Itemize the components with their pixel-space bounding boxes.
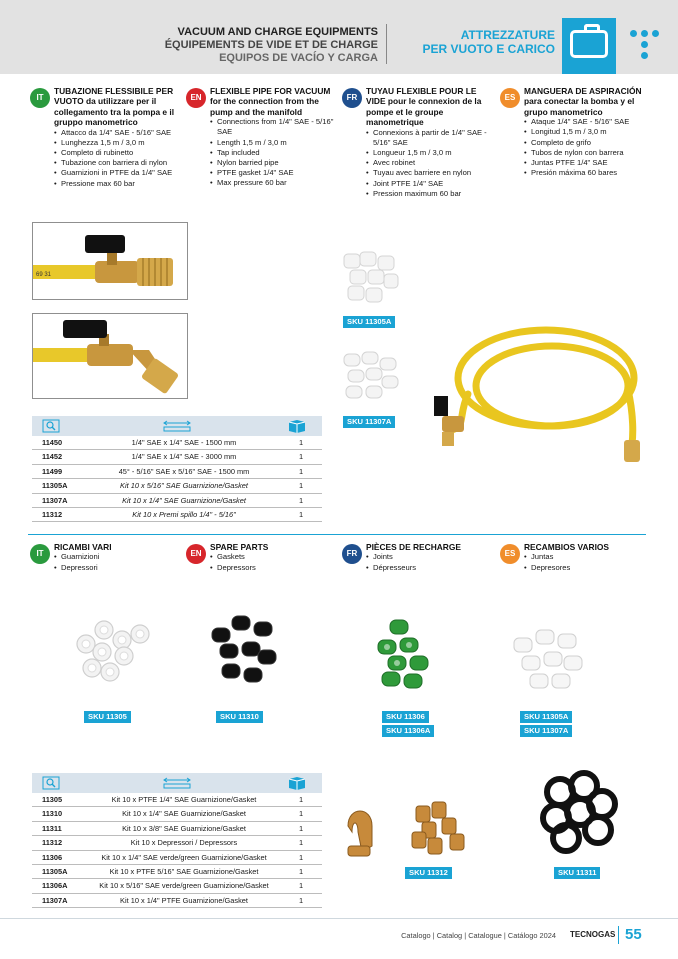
brand-dots-icon (630, 30, 660, 64)
photo-gaskets-11310 (206, 612, 280, 690)
list-item: • Completo di rubinetto (54, 148, 178, 158)
cell-qty: 1 (298, 838, 304, 848)
photo-gaskets-11305a (340, 250, 402, 306)
page-number: 55 (625, 926, 642, 943)
product-table-2 (32, 773, 322, 908)
list-item: • Dépresseurs (366, 563, 496, 573)
sku-label: SKU 11312 (405, 867, 452, 879)
cell-qty: 1 (298, 481, 304, 491)
cell-desc: 1/4" SAE x 1/4" SAE - 3000 mm (131, 452, 237, 462)
cell-desc: 45° - 5/16" SAE x 5/16" SAE - 1500 mm (118, 466, 250, 476)
product-table-1 (32, 416, 322, 522)
header-title-fr: ÉQUIPEMENTS DE VIDE ET DE CHARGE (164, 39, 378, 51)
list-item: • Max pressure 60 bar (210, 178, 336, 188)
cell-desc: Kit 10 x Depressori / Depressors (130, 838, 238, 848)
desc-fr (342, 86, 496, 199)
sku-label: SKU 11305A (520, 711, 572, 723)
list-item: • Juntas (524, 552, 648, 562)
list-item: • Guarnizioni (54, 552, 178, 562)
table-row (32, 436, 322, 450)
cell-desc: Kit 10 x 3/8" SAE Guarnizione/Gasket (122, 823, 246, 833)
list-item: • PTFE gasket 1/4" SAE (210, 168, 336, 178)
photo-gaskets-11305 (72, 618, 156, 688)
cell-code: 11307A (42, 895, 68, 905)
photo-depressors (342, 796, 472, 862)
cell-qty: 1 (298, 466, 304, 476)
sku-label: SKU 11306 (382, 711, 429, 723)
desc-es (500, 86, 648, 178)
desc-fr-head: TUYAU FLEXIBLE POUR LE VIDE pour le connexion de la pompe et le groupe manometrique (366, 86, 482, 128)
spare-desc-es (500, 542, 648, 573)
length-ruler-icon (162, 419, 192, 433)
badge-en: EN (186, 88, 206, 108)
photo-yellow-hose (428, 316, 648, 472)
cell-qty: 1 (298, 895, 304, 905)
cell-desc: Kit 10 x PTFE 1/4" SAE Guarnizione/Gasket (111, 795, 257, 804)
list-item: • Connections from 1/4" SAE - 5/16" SAE (210, 117, 336, 137)
cell-desc: Kit 10 x 1/4" SAE Guarnizione/Gasket (122, 495, 246, 505)
list-item: • Pressione max 60 bar (54, 179, 178, 189)
list-item: • Juntas PTFE 1/4" SAE (524, 158, 648, 168)
badge-fr: FR (342, 88, 362, 108)
cell-code: 11305A (42, 481, 68, 491)
cell-qty: 1 (298, 452, 304, 462)
table-row (32, 807, 322, 821)
list-item: • Gaskets (210, 552, 336, 562)
header-titles-left (165, 26, 378, 65)
cell-code: 11305 (42, 795, 63, 804)
cell-desc: Kit 10 x 1/4" SAE verde/green Guarnizione/Gasket (101, 852, 267, 862)
list-item: • Lunghezza 1,5 m / 3,0 m (54, 138, 178, 148)
toolcase-icon (570, 30, 608, 58)
package-icon (287, 419, 307, 433)
cell-desc: 1/4" SAE x 1/4" SAE - 1500 mm (131, 438, 237, 447)
footer-separator (618, 926, 619, 944)
list-item: • Avec robinet (366, 158, 496, 168)
footer-catalog: Catalogo | Catalog | Catalogue | Catálogo 2024 (401, 931, 556, 940)
list-item: • Joints (366, 552, 496, 562)
cell-code: 11306 (42, 852, 63, 862)
cell-desc: Kit 10 x 5/16" SAE verde/green Guarnizione/Gasket (99, 881, 269, 891)
photo-gaskets-11307a (340, 350, 402, 406)
list-item: • Depressori (54, 563, 178, 573)
cell-desc: Kit 10 x 1/4" PTFE Guarnizione/Gasket (120, 895, 248, 905)
table-header (32, 416, 322, 436)
cell-qty: 1 (298, 509, 304, 519)
list-item: • Attacco da 1/4" SAE - 5/16" SAE (54, 128, 178, 138)
desc-it-head: TUBAZIONE FLESSIBILE PER VUOTO da utilizzare per il collegamento tra la pompa e il gruppo manometrico (54, 86, 175, 128)
cell-qty: 1 (298, 881, 304, 891)
cell-qty: 1 (298, 795, 304, 804)
sku-label: SKU 11306A (382, 725, 434, 737)
header-title-it-line1: ATTREZZATURE (460, 28, 555, 42)
header-title-en: VACUUM AND CHARGE EQUIPMENTS (177, 26, 378, 38)
cell-desc: Kit 10 x PTFE 5/16" SAE Guarnizione/Gasket (109, 866, 259, 876)
list-item: • Tubazione con barriera di nylon (54, 158, 178, 168)
cell-code: 11307A (42, 495, 68, 505)
spare-desc-it (30, 542, 178, 573)
badge-fr: FR (342, 544, 362, 564)
spare-desc-en (186, 542, 336, 573)
sku-label: SKU 11307A (343, 416, 395, 428)
magnifier-icon (42, 419, 60, 433)
sku-label: SKU 11305 (84, 711, 131, 723)
cell-qty: 1 (298, 852, 304, 862)
list-item: • Pression maximum 60 bar (366, 189, 496, 199)
table-row (32, 865, 322, 879)
desc-en-head: FLEXIBLE PIPE FOR VACUUM for the connection from the pump and the manifold (210, 86, 331, 117)
spare-desc-fr (342, 542, 496, 573)
list-item: • Length 1,5 m / 3,0 m (210, 138, 336, 148)
cell-code: 11312 (42, 509, 63, 519)
table-row (32, 894, 322, 908)
spare-it-head: RICAMBI VARI (54, 542, 112, 552)
package-icon (287, 776, 307, 790)
list-item: • Tubos de nylon con barrera (524, 148, 648, 158)
list-item: • Tap included (210, 148, 336, 158)
spare-en-head: SPARE PARTS (210, 542, 269, 552)
cell-code: 11306A (42, 881, 68, 891)
badge-it: IT (30, 88, 50, 108)
table-row (32, 508, 322, 522)
table-row (32, 822, 322, 836)
badge-en: EN (186, 544, 206, 564)
sku-label: SKU 11311 (554, 867, 600, 879)
cell-code: 11450 (42, 438, 63, 447)
length-ruler-icon (162, 776, 192, 790)
header-divider (386, 24, 387, 64)
list-item: • Depressors (210, 563, 336, 573)
svg-text:69 31: 69 31 (36, 272, 52, 278)
cell-code: 11310 (42, 809, 63, 819)
table-row (32, 851, 322, 865)
cell-code: 11311 (42, 823, 62, 833)
footer-brand: TECNOGAS (570, 930, 616, 939)
spare-es-head: RECAMBIOS VARIOS (524, 542, 609, 552)
cell-qty: 1 (298, 438, 304, 447)
list-item: • Ataque 1/4" SAE - 5/16" SAE (524, 117, 648, 127)
list-item: • Joint PTFE 1/4" SAE (366, 179, 496, 189)
cell-code: 11499 (42, 466, 63, 476)
header-title-es: EQUIPOS DE VACÍO Y CARGA (219, 52, 378, 64)
table-row (32, 465, 322, 479)
desc-en (186, 86, 336, 189)
table-row (32, 450, 322, 464)
list-item: • Nylon barried pipe (210, 158, 336, 168)
badge-es: ES (500, 544, 520, 564)
table-row (32, 836, 322, 850)
list-item: • Connexions à partir de 1/4" SAE - 5/16" SAE (366, 128, 496, 148)
cell-qty: 1 (298, 809, 304, 819)
footer-rule (0, 918, 678, 919)
cell-qty: 1 (298, 495, 304, 505)
badge-it: IT (30, 544, 50, 564)
table-row (32, 479, 322, 493)
photo-angled-valve (32, 313, 188, 399)
badge-es: ES (500, 88, 520, 108)
photo-straight-valve (32, 222, 188, 300)
header-title-it (423, 28, 555, 56)
list-item: • Longitud 1,5 m / 3,0 m (524, 127, 648, 137)
photo-gaskets-ptfe (510, 628, 586, 694)
magnifier-icon (42, 776, 60, 790)
desc-it (30, 86, 178, 189)
cell-code: 11305A (42, 866, 68, 876)
list-item: • Completo de grifo (524, 138, 648, 148)
table-row (32, 793, 322, 807)
sku-label: SKU 11310 (216, 711, 263, 723)
cell-qty: 1 (298, 866, 304, 876)
cell-code: 11452 (42, 452, 63, 462)
header-title-it-line2: PER VUOTO E CARICO (422, 42, 555, 56)
sku-label: SKU 11305A (343, 316, 395, 328)
list-item: • Depresores (524, 563, 648, 573)
list-item: • Tuyau avec barriere en nylon (366, 168, 496, 178)
spare-fr-head: PIÈCES DE RECHARGE (366, 542, 461, 552)
section-divider (28, 534, 646, 535)
list-item: • Guarnizioni in PTFE da 1/4" SAE (54, 168, 178, 178)
photo-orings-11311 (536, 770, 620, 858)
cell-desc: Kit 10 x 1/4" SAE Guarnizione/Gasket (122, 809, 246, 819)
table-header (32, 773, 322, 793)
list-item: • Presión máxima 60 bares (524, 168, 648, 178)
list-item: • Longueur 1,5 m / 3,0 m (366, 148, 496, 158)
table-row (32, 494, 322, 508)
cell-desc: Kit 10 x 5/16" SAE Guarnizione/Gasket (120, 481, 248, 491)
cell-code: 11312 (42, 838, 63, 848)
table-row (32, 879, 322, 893)
cell-qty: 1 (298, 823, 304, 833)
cell-desc: Kit 10 x Premi spillo 1/4" - 5/16" (132, 509, 236, 519)
sku-label: SKU 11307A (520, 725, 572, 737)
photo-gaskets-green (368, 616, 438, 692)
desc-es-head: MANGUERA DE ASPIRACIÓN para conectar la bomba y el grupo manometrico (524, 86, 642, 117)
